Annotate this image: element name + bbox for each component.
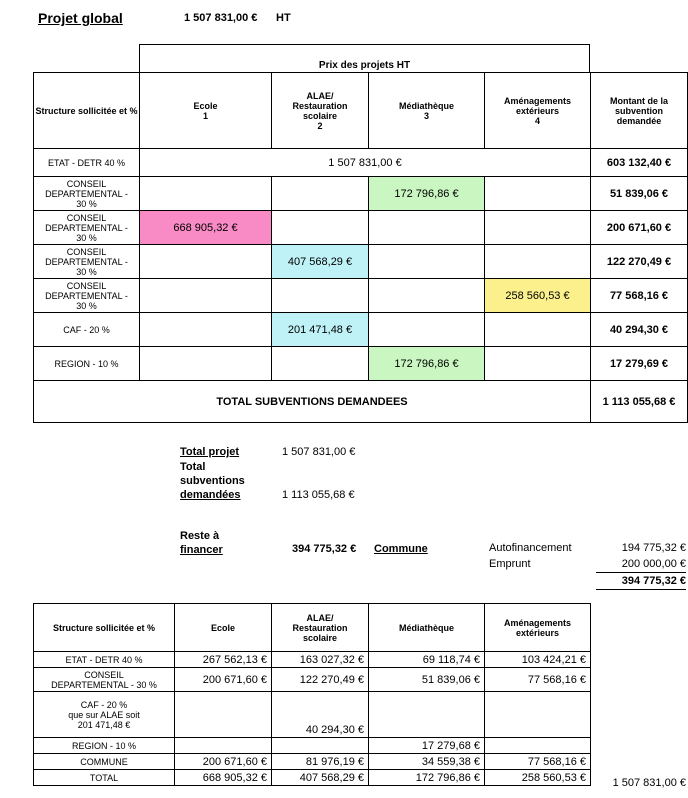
table-header-row xyxy=(34,73,688,149)
col-structure-header: Structure sollicitée et % xyxy=(34,604,175,652)
media-cell: 69 118,74 € xyxy=(369,652,485,668)
sum-underline xyxy=(596,589,686,590)
col-alae-header: ALAE/ Restauration scolaire xyxy=(272,604,369,652)
reste-label: Reste à financer xyxy=(180,530,223,556)
header-amount: 1 507 831,00 € xyxy=(184,12,258,24)
ecole-cell: 267 562,13 € xyxy=(175,652,272,668)
ecole-cell: 200 671,60 € xyxy=(175,754,272,770)
row-label: ETAT - DETR 40 % xyxy=(34,149,140,177)
emprunt-value: 200 000,00 € xyxy=(621,558,686,570)
ecole-cell xyxy=(175,738,272,754)
alae-cell xyxy=(272,279,369,313)
col-montant-header: Montant de la subvention demandée xyxy=(591,73,688,149)
media-cell xyxy=(369,692,485,738)
amenag-cell xyxy=(485,177,591,211)
montant-cell: 40 294,30 € xyxy=(591,313,688,347)
amenag-cell xyxy=(485,738,591,754)
alae-cell: 81 976,19 € xyxy=(272,754,369,770)
total-subventions-value: 1 113 055,68 € xyxy=(282,489,355,501)
alae-cell xyxy=(272,738,369,754)
row-label: ETAT - DETR 40 % xyxy=(34,652,175,668)
alae-cell: 201 471,48 € xyxy=(272,313,369,347)
col-ecole-header: Ecole 1 xyxy=(140,73,272,149)
col-ecole-header: Ecole xyxy=(175,604,272,652)
commune-label: Commune xyxy=(374,543,428,555)
table-row xyxy=(34,754,591,770)
row-label: CAF - 20 % que sur ALAE soit 201 471,48 € xyxy=(34,692,175,738)
amenag-cell xyxy=(485,313,591,347)
page-title: Projet global xyxy=(38,10,123,26)
col-structure-header: Structure sollicitée et % xyxy=(34,73,140,149)
table-row xyxy=(34,149,688,177)
total-row xyxy=(34,381,688,423)
ecole-cell xyxy=(140,313,272,347)
emprunt-label: Emprunt xyxy=(489,558,531,570)
funding-breakdown-table xyxy=(33,603,591,786)
ecole-cell: 668 905,32 € xyxy=(140,211,272,245)
media-cell: 172 796,86 € xyxy=(369,347,485,381)
media-cell: 172 796,86 € xyxy=(369,177,485,211)
table-row xyxy=(34,347,688,381)
table-row xyxy=(34,692,591,738)
table-row xyxy=(34,668,591,692)
header-suffix: HT xyxy=(276,12,291,24)
row-label: CONSEIL DEPARTEMENTAL - 30 % xyxy=(34,211,140,245)
media-cell xyxy=(369,211,485,245)
total-subventions-label: Total subventions demandées xyxy=(180,461,245,501)
montant-cell: 122 270,49 € xyxy=(591,245,688,279)
row-label: CONSEIL DEPARTEMENTAL - 30 % xyxy=(34,668,175,692)
media-cell xyxy=(369,279,485,313)
ecole-cell xyxy=(140,279,272,313)
col-media-header: Médiathèque xyxy=(369,604,485,652)
amenag-cell xyxy=(485,211,591,245)
sum-divider xyxy=(596,572,686,573)
montant-cell: 200 671,60 € xyxy=(591,211,688,245)
montant-cell: 603 132,40 € xyxy=(591,149,688,177)
subsidy-request-table xyxy=(33,72,688,423)
table-row xyxy=(34,245,688,279)
grand-total-value: 1 507 831,00 € xyxy=(612,777,686,789)
amenag-cell: 77 568,16 € xyxy=(485,668,591,692)
table-row xyxy=(34,279,688,313)
col-media-header: Médiathèque 3 xyxy=(369,73,485,149)
col-amenag-header: Aménagements extérieurs 4 xyxy=(485,73,591,149)
row-label: CONSEIL DEPARTEMENTAL - 30 % xyxy=(34,245,140,279)
media-cell: 34 559,38 € xyxy=(369,754,485,770)
reste-value: 394 775,32 € xyxy=(292,543,357,555)
amenag-cell: 258 560,53 € xyxy=(485,279,591,313)
row-label: REGION - 10 % xyxy=(34,347,140,381)
montant-cell: 17 279,69 € xyxy=(591,347,688,381)
total-label: TOTAL SUBVENTIONS DEMANDEES xyxy=(34,381,591,423)
amenag-cell: 258 560,53 € xyxy=(485,770,591,786)
total-projet-label: Total projet xyxy=(180,446,240,458)
alae-cell: 40 294,30 € xyxy=(272,692,369,738)
media-cell: 51 839,06 € xyxy=(369,668,485,692)
table-row xyxy=(34,652,591,668)
alae-cell: 407 568,29 € xyxy=(272,770,369,786)
row-label: CONSEIL DEPARTEMENTAL - 30 % xyxy=(34,279,140,313)
total-row xyxy=(34,770,591,786)
ecole-cell xyxy=(140,245,272,279)
row-label: COMMUNE xyxy=(34,754,175,770)
table-row xyxy=(34,177,688,211)
table-header-row xyxy=(34,604,591,652)
amenag-cell: 77 568,16 € xyxy=(485,754,591,770)
media-cell: 17 279,68 € xyxy=(369,738,485,754)
ecole-cell xyxy=(175,692,272,738)
col-amenag-header: Aménagements extérieurs xyxy=(485,604,591,652)
amenag-cell xyxy=(485,245,591,279)
row-label: TOTAL xyxy=(34,770,175,786)
alae-cell: 163 027,32 € xyxy=(272,652,369,668)
row-label: REGION - 10 % xyxy=(34,738,175,754)
autofinancement-label: Autofinancement xyxy=(489,542,572,554)
ecole-cell: 200 671,60 € xyxy=(175,668,272,692)
ecole-cell: 668 905,32 € xyxy=(175,770,272,786)
montant-cell: 77 568,16 € xyxy=(591,279,688,313)
alae-cell xyxy=(272,347,369,381)
table-row xyxy=(34,738,591,754)
table-row xyxy=(34,211,688,245)
row-label: CONSEIL DEPARTEMENTAL - 30 % xyxy=(34,177,140,211)
alae-cell xyxy=(272,177,369,211)
sum-value: 394 775,32 € xyxy=(621,575,686,587)
montant-cell: 51 839,06 € xyxy=(591,177,688,211)
ecole-cell xyxy=(140,177,272,211)
amenag-cell xyxy=(485,692,591,738)
merged-price-cell: 1 507 831,00 € xyxy=(140,149,591,177)
total-projet-value: 1 507 831,00 € xyxy=(282,446,356,458)
ecole-cell xyxy=(140,347,272,381)
group-header-box xyxy=(139,44,590,72)
total-value: 1 113 055,68 € xyxy=(591,381,688,423)
amenag-cell xyxy=(485,347,591,381)
media-cell xyxy=(369,313,485,347)
amenag-cell: 103 424,21 € xyxy=(485,652,591,668)
alae-cell xyxy=(272,211,369,245)
group-header: Prix des projets HT xyxy=(318,60,411,71)
media-cell: 172 796,86 € xyxy=(369,770,485,786)
alae-cell: 407 568,29 € xyxy=(272,245,369,279)
table-row xyxy=(34,313,688,347)
row-label: CAF - 20 % xyxy=(34,313,140,347)
alae-cell: 122 270,49 € xyxy=(272,668,369,692)
col-alae-header: ALAE/ Restauration scolaire 2 xyxy=(272,73,369,149)
autofinancement-value: 194 775,32 € xyxy=(621,542,686,554)
media-cell xyxy=(369,245,485,279)
